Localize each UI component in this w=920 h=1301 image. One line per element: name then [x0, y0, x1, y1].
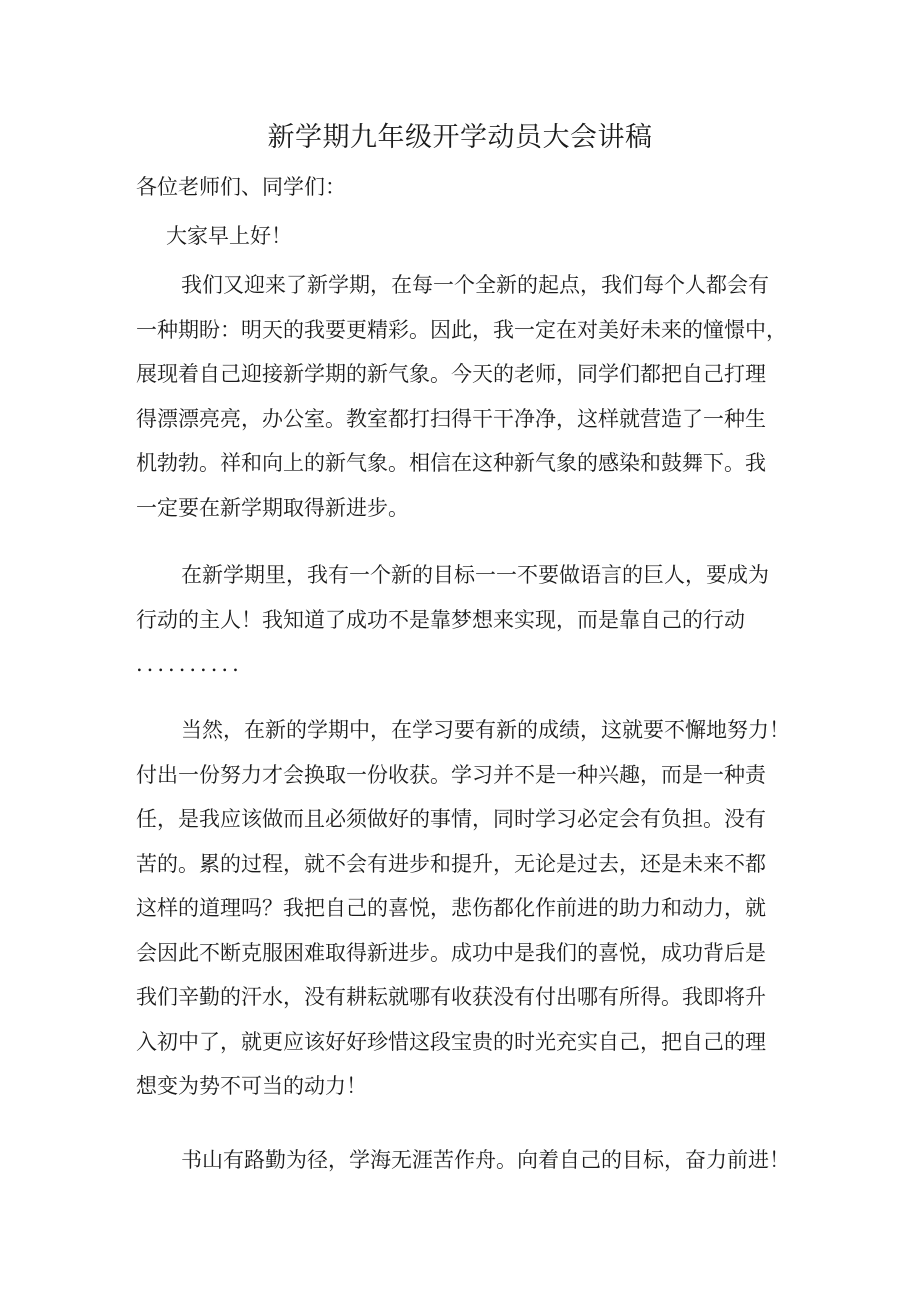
- paragraph-line: 展现着自己迎接新学期的新气象。今天的老师，同学们都把自己打理: [136, 362, 766, 386]
- paragraph-line: 行动的主人！我知道了成功不是靠梦想来实现，而是靠自己的行动: [136, 607, 745, 632]
- ellipsis-line: ..........: [136, 652, 243, 676]
- paragraph-line: 苦的。累的过程，就不会有进步和提升，无论是过去，还是未来不都: [136, 851, 766, 876]
- paragraph-line: 当然，在新的学期中，在学习要有新的成绩，这就要不懈地努力！: [181, 718, 790, 742]
- paragraph-line: 一种期盼：明天的我要更精彩。因此，我一定在对美好未来的憧憬中，: [136, 317, 787, 342]
- paragraph-line: 机勃勃。祥和向上的新气象。相信在这种新气象的感染和鼓舞下。我: [136, 451, 766, 475]
- paragraph-2: [136, 553, 796, 687]
- paragraph-line: 想变为势不可当的动力！: [136, 1074, 367, 1098]
- paragraph-line: 入初中了，就更应该好好珍惜这段宝贵的时光充实自己，把自己的理: [136, 1029, 766, 1054]
- paragraph-line: 我们辛勤的汗水，没有耕耘就哪有收获没有付出哪有所得。我即将升: [136, 985, 766, 1009]
- paragraph-line: 这样的道理吗？我把自己的喜悦，悲伤都化作前进的助力和动力，就: [136, 896, 766, 920]
- paragraph-line: 任，是我应该做而且必须做好的事情，同时学习必定会有负担。没有: [136, 807, 766, 831]
- salutation: 各位老师们、同学们：: [136, 175, 346, 199]
- greeting: 大家早上好！: [166, 224, 292, 248]
- paragraph-line: 一定要在新学期取得新进步。: [136, 495, 409, 520]
- document-title: 新学期九年级开学动员大会讲稿: [267, 122, 653, 153]
- paragraph-1: [136, 263, 796, 530]
- paragraph-3: [136, 708, 796, 1109]
- paragraph-line: 得漂漂亮亮，办公室。教室都打扫得干干净净，这样就营造了一种生: [136, 406, 766, 431]
- paragraph-line: 我们又迎来了新学期，在每一个全新的起点，我们每个人都会有: [181, 273, 769, 297]
- paragraph-line: 付出一份努力才会换取一份收获。学习并不是一种兴趣，而是一种责: [136, 762, 766, 787]
- paragraph-4: [136, 1138, 796, 1183]
- paragraph-line: 书山有路勤为径，学海无涯苦作舟。向着自己的目标，奋力前进！: [181, 1148, 790, 1172]
- paragraph-line: 会因此不断克服困难取得新进步。成功中是我们的喜悦，成功背后是: [136, 940, 766, 965]
- paragraph-line: 在新学期里，我有一个新的目标一一不要做语言的巨人，要成为: [181, 563, 769, 587]
